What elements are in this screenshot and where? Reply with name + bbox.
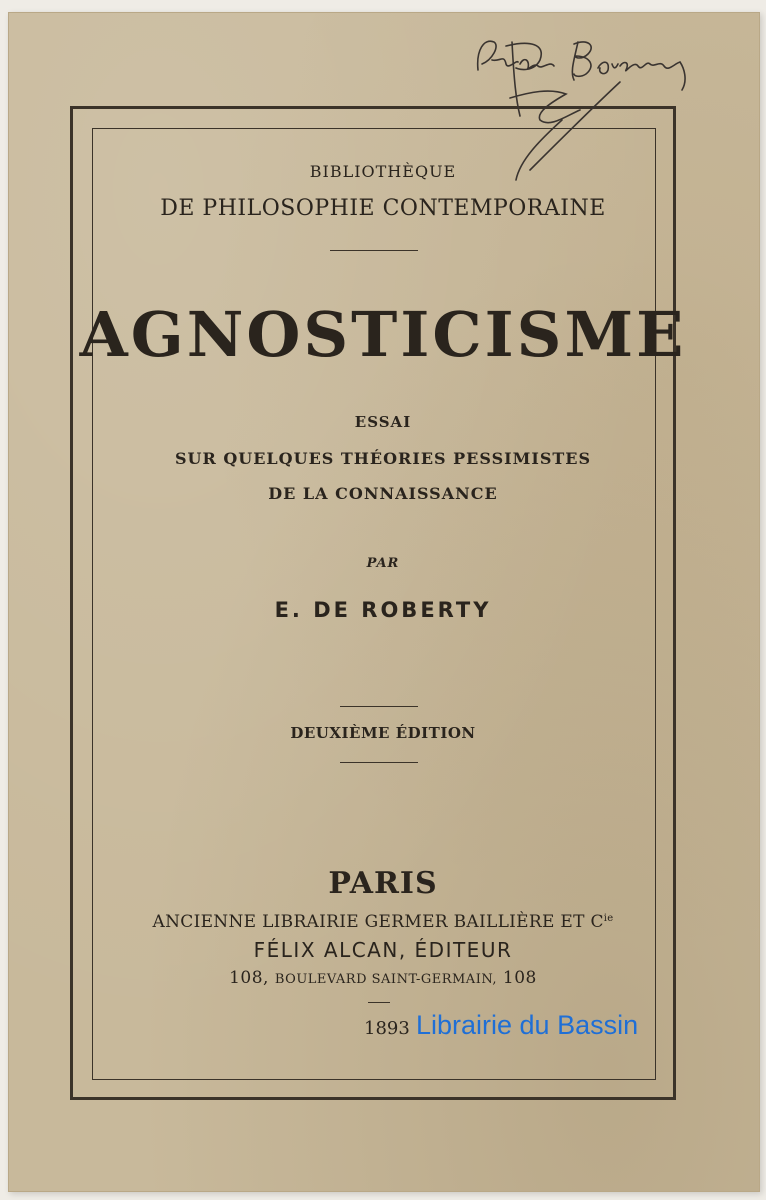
edition-label: DEUXIÈME ÉDITION (290, 724, 476, 742)
publication-city: PARIS (328, 866, 438, 901)
book-title: AGNOSTICISME (79, 298, 687, 371)
publisher-address (0, 968, 766, 988)
series-name-line1: BIBLIOTHÈQUE (309, 162, 457, 181)
publisher-line2: FÉLIX ALCAN, ÉDITEUR (253, 938, 513, 962)
subtitle-line1: ESSAI (354, 413, 412, 431)
bookseller-watermark: Librairie du Bassin (416, 1010, 639, 1040)
by-label: PAR (366, 556, 400, 571)
series-name-line2: DE PHILOSOPHIE CONTEMPORAINE (160, 196, 606, 221)
publisher-suffix: ie (603, 913, 614, 924)
subtitle-line3: DE LA CONNAISSANCE (268, 484, 498, 503)
address-number: 108, (229, 968, 269, 988)
address-number-2: 108 (502, 968, 537, 988)
publisher-line1 (0, 912, 766, 932)
publisher-name: ANCIENNE LIBRAIRIE GERMER BAILLIÈRE ET C (152, 912, 604, 932)
address-street: BOULEVARD SAINT-GERMAIN, (274, 972, 498, 987)
handwritten-signature (470, 20, 710, 210)
divider-rule (368, 1002, 390, 1003)
publication-year: 1893 (364, 1018, 410, 1039)
divider-rule (330, 250, 418, 251)
subtitle-line2: SUR QUELQUES THÉORIES PESSIMISTES (174, 449, 592, 468)
author-name: E. DE ROBERTY (274, 598, 492, 622)
divider-rule (340, 706, 418, 707)
divider-rule (340, 762, 418, 763)
